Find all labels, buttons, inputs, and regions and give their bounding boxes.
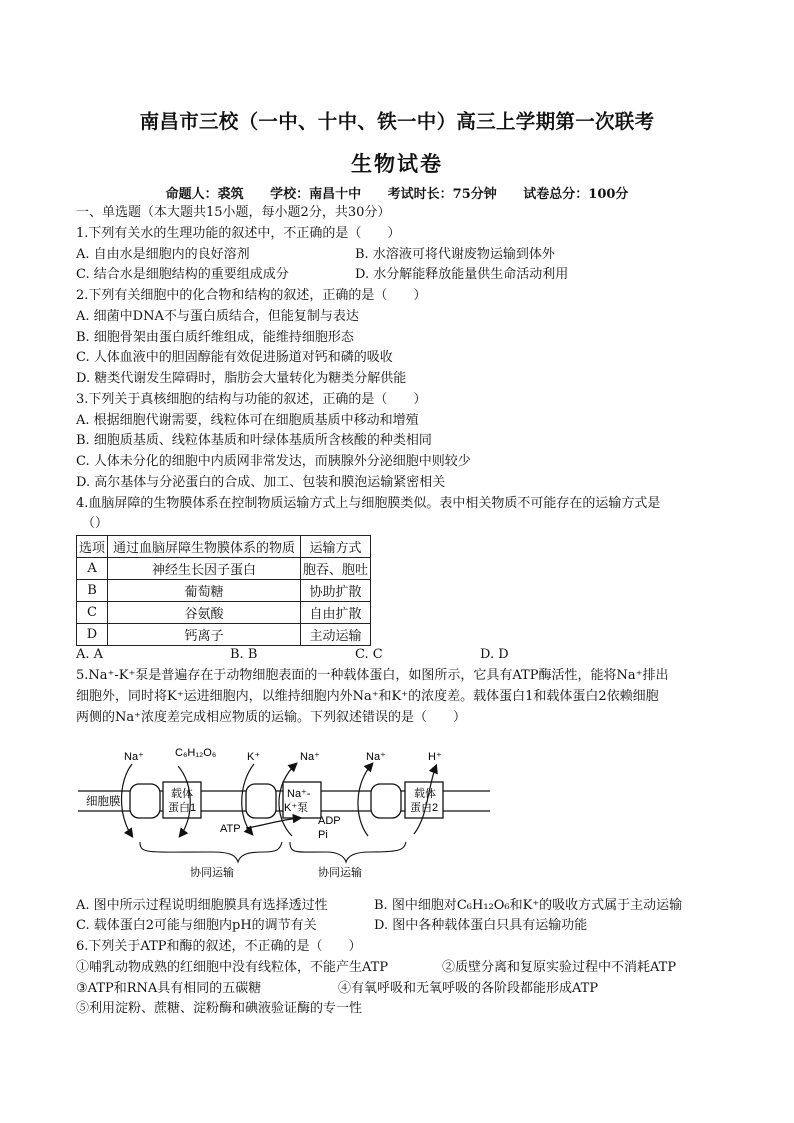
- carrier-1-label: 载体: [171, 788, 193, 800]
- exam-title: 南昌市三校（一中、十中、铁一中）高三上学期第一次联考: [139, 110, 655, 133]
- q2-stem: 2.下列有关细胞中的化合物和结构的叙述，正确的是（ ）: [76, 288, 427, 303]
- na-label-1: Na⁺: [124, 751, 144, 763]
- cotransport-label-1: 协同运输: [190, 867, 234, 879]
- q1-option-d: D. 水分解能释放能量供生命活动利用: [355, 267, 569, 282]
- q5-stem-line1: 5.Na⁺-K⁺泵是普遍存在于动物细胞表面的一种载体蛋白，如图所示，它具有ATP酶活性，能将Na⁺排出: [76, 668, 669, 683]
- q3-stem: 3.下列关于真核细胞的结构与功能的叙述，正确的是（ ）: [76, 392, 427, 407]
- table-cell: 葡萄糖: [108, 580, 301, 602]
- table-cell: 谷氨酸: [108, 602, 301, 624]
- carrier-2-label: 载体: [414, 788, 436, 800]
- table-cell: 胞吞、胞吐: [301, 558, 371, 580]
- table-header: 选项: [77, 536, 108, 558]
- cotransport-brackets: [140, 842, 406, 862]
- q1-stem: 1.下列有关水的生理功能的叙述中，不正确的是（ ）: [76, 226, 401, 241]
- h-label: H⁺: [428, 751, 442, 763]
- q1-option-b: B. 水溶液可将代谢废物运输到体外: [355, 247, 555, 262]
- na-label-3: Na⁺: [366, 751, 386, 763]
- q6-statement-4: ④有氧呼吸和无氧呼吸的各阶段都能形成ATP: [338, 981, 599, 996]
- q5-option-a: A. 图中所示过程说明细胞膜具有选择透过性: [76, 898, 328, 913]
- table-cell: 协助扩散: [301, 580, 371, 602]
- carrier-protein-1: [130, 784, 160, 818]
- carrier-protein-2: [371, 784, 401, 818]
- table-cell: 自由扩散: [301, 602, 371, 624]
- atp-arrow: [246, 818, 300, 828]
- table-cell: 神经生长因子蛋白: [108, 558, 301, 580]
- q1-option-c: C. 结合水是细胞结构的重要组成成分: [76, 267, 289, 282]
- carrier-1-label: 蛋白1: [168, 802, 197, 814]
- table-header: 通过血脑屏障生物膜体系的物质: [108, 536, 301, 558]
- q2-option-a: A. 细菌中DNA不与蛋白质结合，但能复制与表达: [76, 309, 359, 324]
- q3-option-d: D. 高尔基体与分泌蛋白的合成、加工、包装和膜泡运输紧密相关: [76, 475, 446, 490]
- table-cell: B: [77, 580, 108, 602]
- carrier-2-label: 蛋白2: [410, 802, 439, 814]
- q6-stem: 6.下列关于ATP和酶的叙述，不正确的是（ ）: [76, 939, 362, 954]
- q2-option-c: C. 人体血液中的胆固醇能有效促进肠道对钙和磷的吸收: [76, 350, 393, 365]
- pump-label: K⁺泵: [284, 802, 309, 814]
- pump-protein-left: [246, 784, 276, 818]
- adp-label: ADP: [318, 815, 341, 827]
- membrane-label: 细胞膜: [86, 796, 121, 808]
- table-cell: D: [77, 624, 108, 646]
- q5-option-d: D. 图中各种载体蛋白只具有运输功能: [374, 918, 588, 933]
- total-score: 试卷总分：100分: [523, 187, 629, 202]
- q4-option-c: C. C: [355, 647, 383, 662]
- q4-option-a: A. A: [76, 647, 104, 662]
- duration: 考试时长：75分钟: [387, 187, 497, 202]
- q5-option-c: C. 载体蛋白2可能与细胞内pH的调节有关: [76, 918, 317, 933]
- atp-label: ATP: [220, 823, 241, 835]
- subject-title: 生物试卷: [351, 151, 443, 176]
- q3-option-c: C. 人体未分化的细胞中内质网非常发达，而胰腺外分泌细胞中则较少: [76, 454, 471, 469]
- q6-statement-5: ⑤利用淀粉、蔗糖、淀粉酶和碘液验证酶的专一性: [76, 1001, 363, 1016]
- table-cell: 主动运输: [301, 624, 371, 646]
- q4-option-d: D. D: [480, 647, 509, 662]
- glucose-label: C₆H₁₂O₆: [175, 747, 217, 759]
- q3-option-b: B. 细胞质基质、线粒体基质和叶绿体基质所含核酸的种类相同: [76, 433, 432, 448]
- table-cell: A: [77, 558, 108, 580]
- q6-statement-3: ③ATP和RNA具有相同的五碳糖: [76, 981, 262, 996]
- q2-option-d: D. 糖类代谢发生障碍时，脂肪会大量转化为糖类分解供能: [76, 371, 407, 386]
- q6-statement-2: ②质壁分离和复原实验过程中不消耗ATP: [442, 960, 677, 975]
- pi-label: Pi: [318, 829, 328, 841]
- q6-statement-1: ①哺乳动物成熟的红细胞中没有线粒体，不能产生ATP: [76, 960, 389, 975]
- section-heading: 一、单选题（本大题共15小题，每小题2分，共30分）: [76, 205, 391, 220]
- q4-option-b: B. B: [230, 647, 258, 662]
- q4-stem: 4.血脑屏障的生物膜体系在控制物质运输方式上与细胞膜类似。表中相关物质不可能存在的运输方式是: [76, 496, 661, 511]
- cotransport-label-2: 协同运输: [318, 867, 362, 879]
- q5-stem-line3: 两侧的Na⁺浓度差完成相应物质的运输。下列叙述错误的是（ ）: [76, 710, 466, 725]
- author: 命题人：裘筑: [165, 187, 244, 202]
- school: 学校：南昌十中: [270, 187, 362, 202]
- table-header: 运输方式: [301, 536, 371, 558]
- na-label-2: Na⁺: [300, 751, 320, 763]
- q2-option-b: B. 细胞骨架由蛋白质纤维组成，能维持细胞形态: [76, 330, 354, 345]
- q5-option-b: B. 图中细胞对C₆H₁₂O₆和K⁺的吸收方式属于主动运输: [374, 898, 683, 913]
- table-cell: C: [77, 602, 108, 624]
- table-cell: 钙离子: [108, 624, 301, 646]
- q5-stem-line2: 细胞外，同时将K⁺运进细胞内，以维持细胞内外Na⁺和K⁺的浓度差。载体蛋白1和载体蛋白2依赖细胞: [76, 689, 659, 704]
- q1-option-a: A. 自由水是细胞内的良好溶剂: [76, 247, 250, 262]
- pump-label: Na⁺-: [287, 788, 311, 800]
- k-label: K⁺: [247, 751, 261, 763]
- q4-answer-paren: （）: [82, 516, 109, 531]
- q3-option-a: A. 根据细胞代谢需要，线粒体可在细胞质基质中移动和增殖: [76, 413, 419, 428]
